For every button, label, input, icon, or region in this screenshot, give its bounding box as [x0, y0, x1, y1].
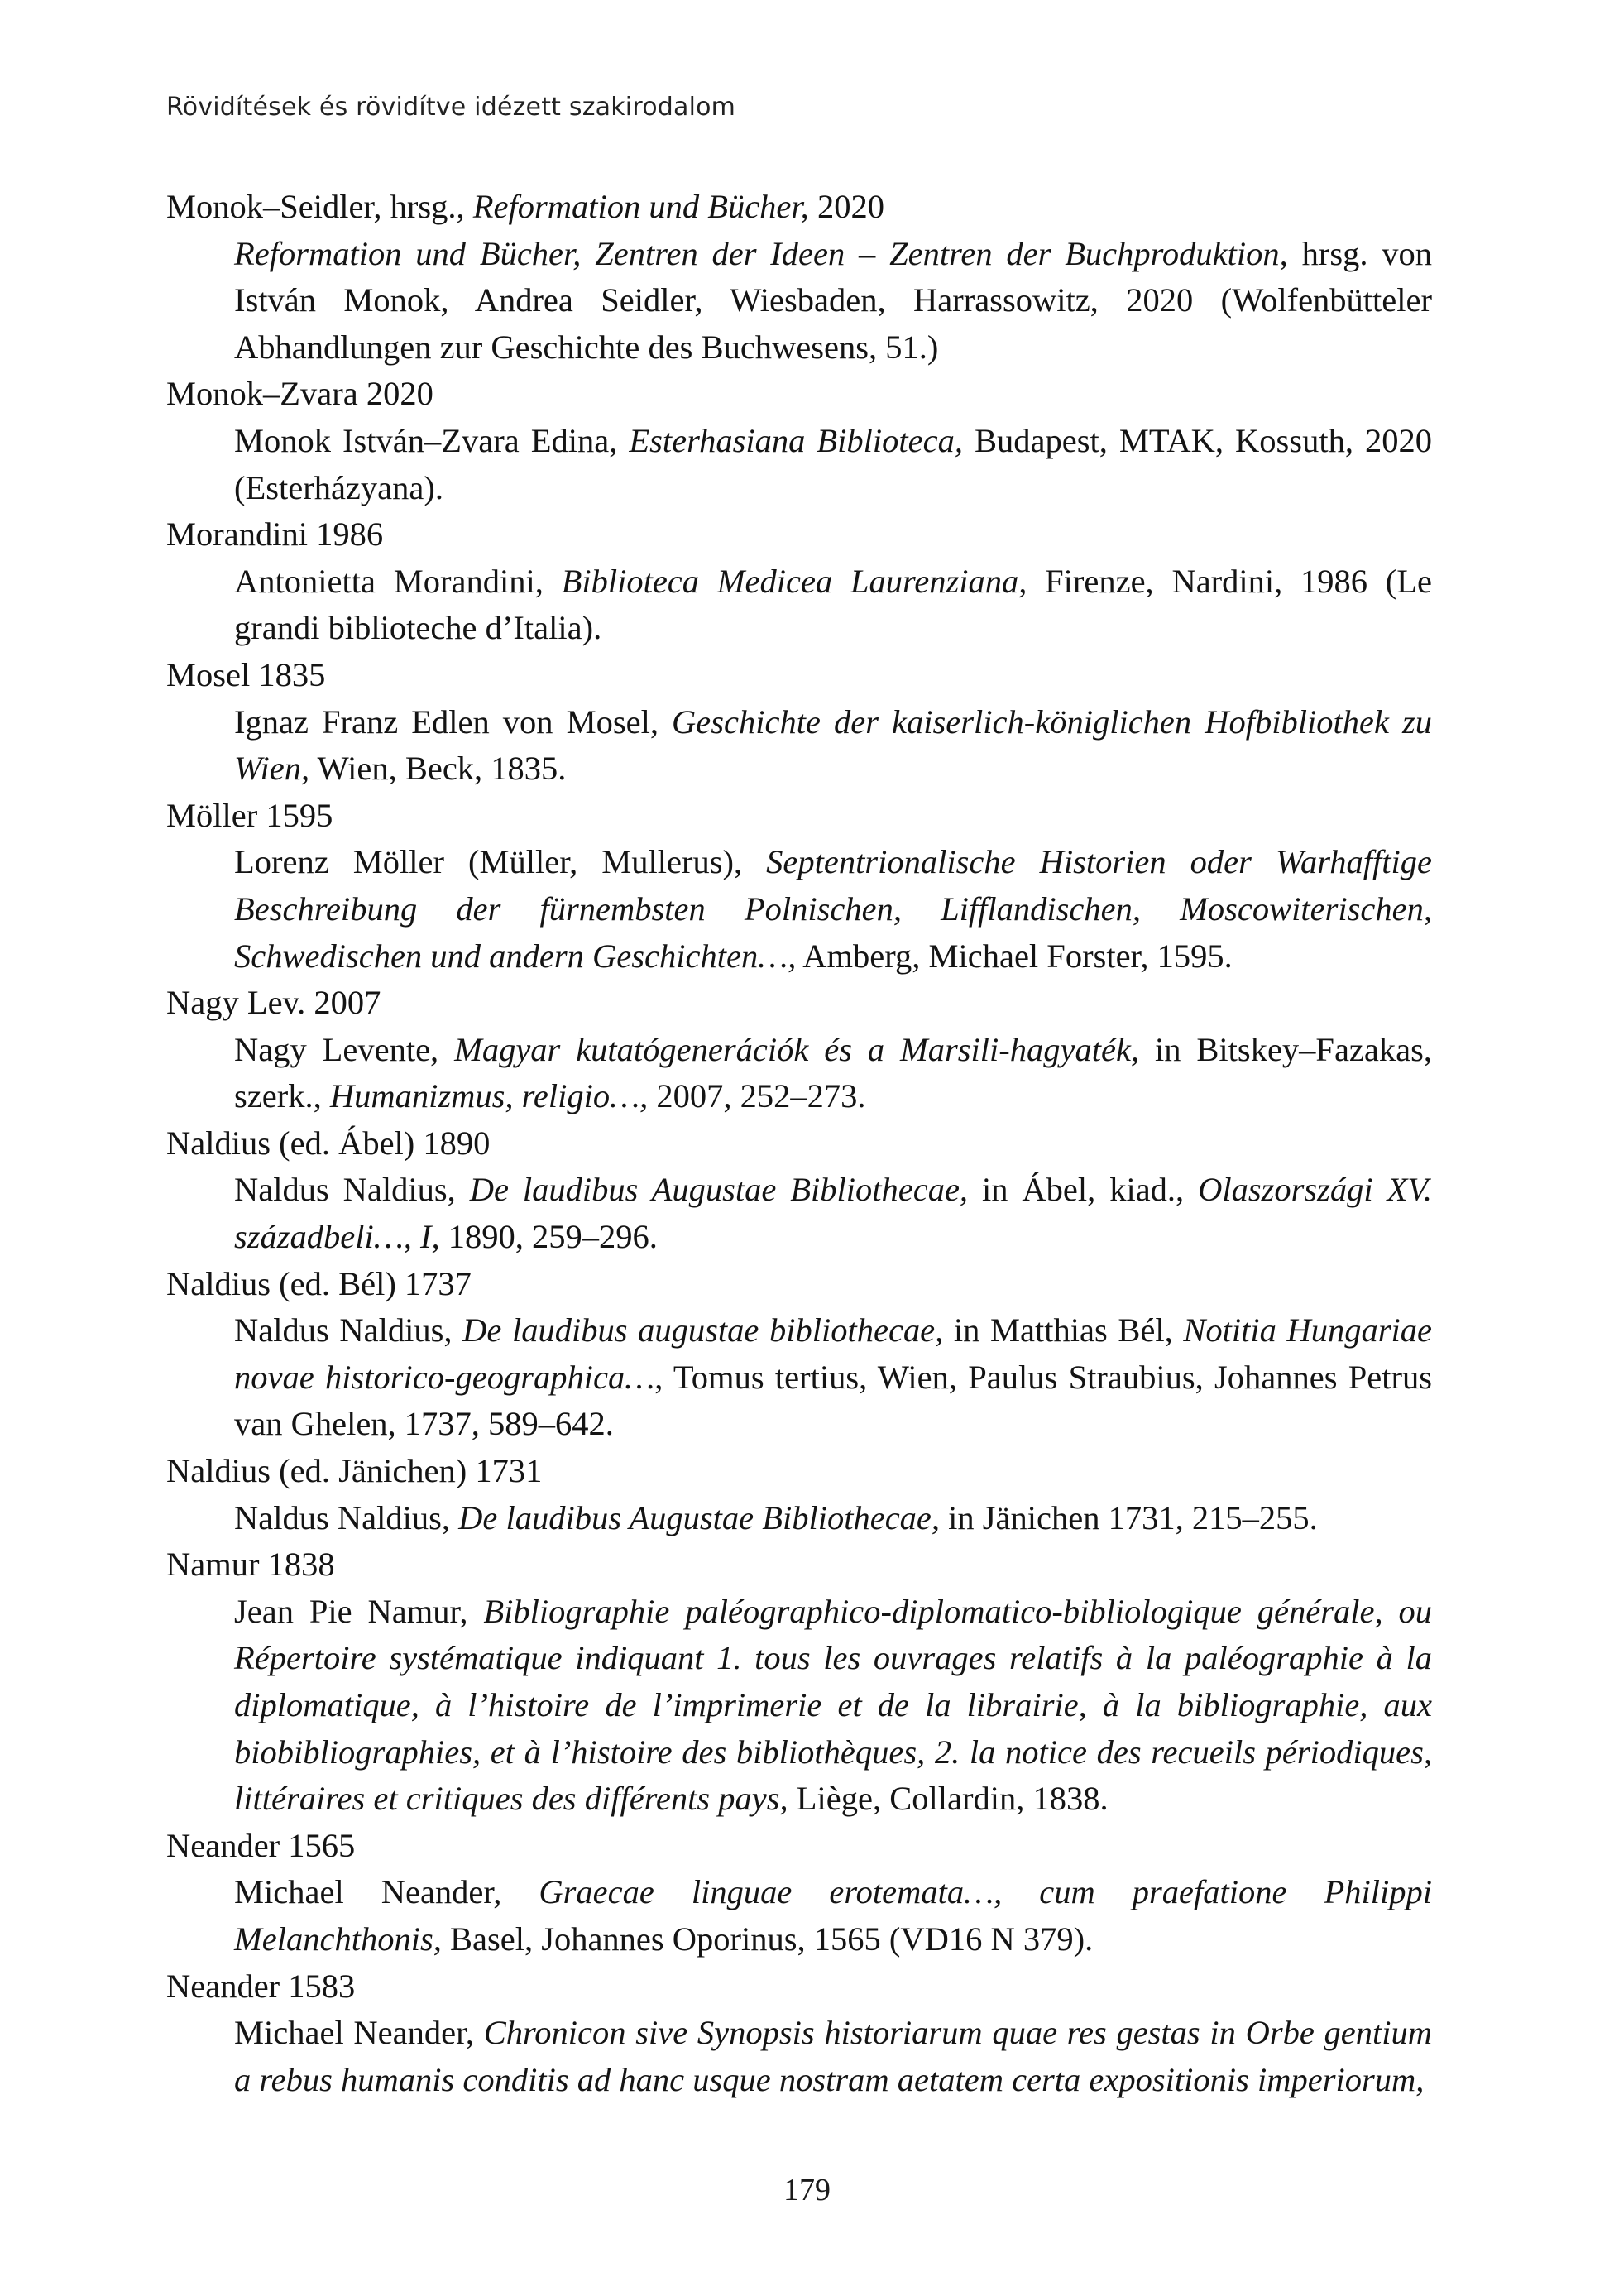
bib-entry — [166, 371, 1432, 511]
bibliography-list — [166, 184, 1432, 2103]
entry-key: Neander 1583 — [166, 1967, 356, 2005]
entry-description: Lorenz Möller (Müller, Mullerus), Septentrionalische Historien oder Warhafftige Beschreibung der fürnembsten Polnischen, Lifflandischen, Moscowiterischen, Schwedischen und andern Geschichten…, Amberg, Michael Forster, 1595. — [234, 843, 1432, 975]
entry-description: Nagy Levente, Magyar kutatógenerációk és a Marsili-hagyaték, in Bitskey–Fazakas, szerk., Humanizmus, religio…, 2007, 252–273. — [234, 1030, 1432, 1115]
entry-key: Naldius (ed. Jänichen) 1731 — [166, 1452, 543, 1490]
bib-entry — [166, 184, 1432, 371]
entry-description: Ignaz Franz Edlen von Mosel, Geschichte der kaiserlich-königlichen Hofbibliothek zu Wien, Wien, Beck, 1835. — [234, 702, 1432, 788]
entry-description: Michael Neander, Graecae linguae erotemata…, cum praefatione Philippi Melanchthonis, Basel, Johannes Oporinus, 1565 (VD16 N 379). — [234, 1873, 1432, 1958]
entry-description: Michael Neander, Chronicon sive Synopsis historiarum quae res gestas in Orbe gentium a rebus humanis conditis ad hanc usque nostram aetatem certa expositionis imperiorum, — [234, 2014, 1433, 2098]
entry-key: Monok–Zvara 2020 — [166, 375, 433, 413]
bib-entry — [166, 511, 1432, 652]
entry-description: Jean Pie Namur, Bibliographie paléographico-diplomatico-bibliologique générale, ou Répertoire systématique indiquant 1. tous les ouvrages relatifs à la paléographie à la diplomatique, à l’histoire de l’imprimerie et de la librairie, à la bibliographie, aux biobibliographies, et à l’histoire des bibliothèques, 2. la notice des recueils périodiques, littéraires et critiques des différents pays, Liège, Collardin, 1838. — [234, 1592, 1432, 1818]
entry-key: Naldius (ed. Ábel) 1890 — [166, 1124, 491, 1162]
entry-key: Namur 1838 — [166, 1546, 335, 1584]
entry-description: Antonietta Morandini, Biblioteca Medicea Laurenziana, Firenze, Nardini, 1986 (Le grandi biblioteche d’Italia). — [234, 562, 1432, 647]
entry-description: Reformation und Bücher, Zentren der Ideen – Zentren der Buchproduktion, hrsg. von István Monok, Andrea Seidler, Wiesbaden, Harrassowitz, 2020 (Wolfenbütteler Abhandlungen zur Geschichte des Buchwesens, 51.) — [234, 234, 1433, 366]
bib-entry — [166, 1261, 1432, 1448]
bib-entry — [166, 1541, 1432, 1823]
entry-description: Monok István–Zvara Edina, Esterhasiana Biblioteca, Budapest, MTAK, Kossuth, 2020 (Esterházyana). — [234, 421, 1432, 506]
bib-entry — [166, 793, 1432, 980]
entry-key: Monok–Seidler, hrsg., Reformation und Bücher, 2020 — [166, 188, 884, 225]
entry-key: Möller 1595 — [166, 796, 333, 834]
entry-description: Naldus Naldius, De laudibus Augustae Bibliothecae, in Jänichen 1731, 215–255. — [234, 1498, 1318, 1536]
entry-description: Naldus Naldius, De laudibus augustae bibliothecae, in Matthias Bél, Notitia Hungariae novae historico-geographica…, Tomus tertius, Wien, Paulus Straubius, Johannes Petrus van Ghelen, 1737, 589–642. — [234, 1311, 1433, 1443]
entry-description: Naldus Naldius, De laudibus Augustae Bibliothecae, in Ábel, kiad., Olaszországi XV. századbeli…, I, 1890, 259–296. — [234, 1171, 1432, 1256]
bib-entry — [166, 980, 1432, 1120]
bib-entry — [166, 1448, 1432, 1541]
running-header: Rövidítések és rövidítve idézett szakirodalom — [166, 93, 736, 122]
bib-entry — [166, 652, 1432, 793]
bib-entry — [166, 1120, 1432, 1261]
entry-key: Morandini 1986 — [166, 515, 384, 554]
entry-key: Mosel 1835 — [166, 655, 326, 693]
entry-key: Neander 1565 — [166, 1826, 356, 1864]
entry-key: Nagy Lev. 2007 — [166, 984, 381, 1022]
page-number: 179 — [783, 2173, 831, 2207]
bib-entry — [166, 1823, 1432, 1963]
bib-entry — [166, 1963, 1432, 2104]
entry-key: Naldius (ed. Bél) 1737 — [166, 1264, 472, 1302]
